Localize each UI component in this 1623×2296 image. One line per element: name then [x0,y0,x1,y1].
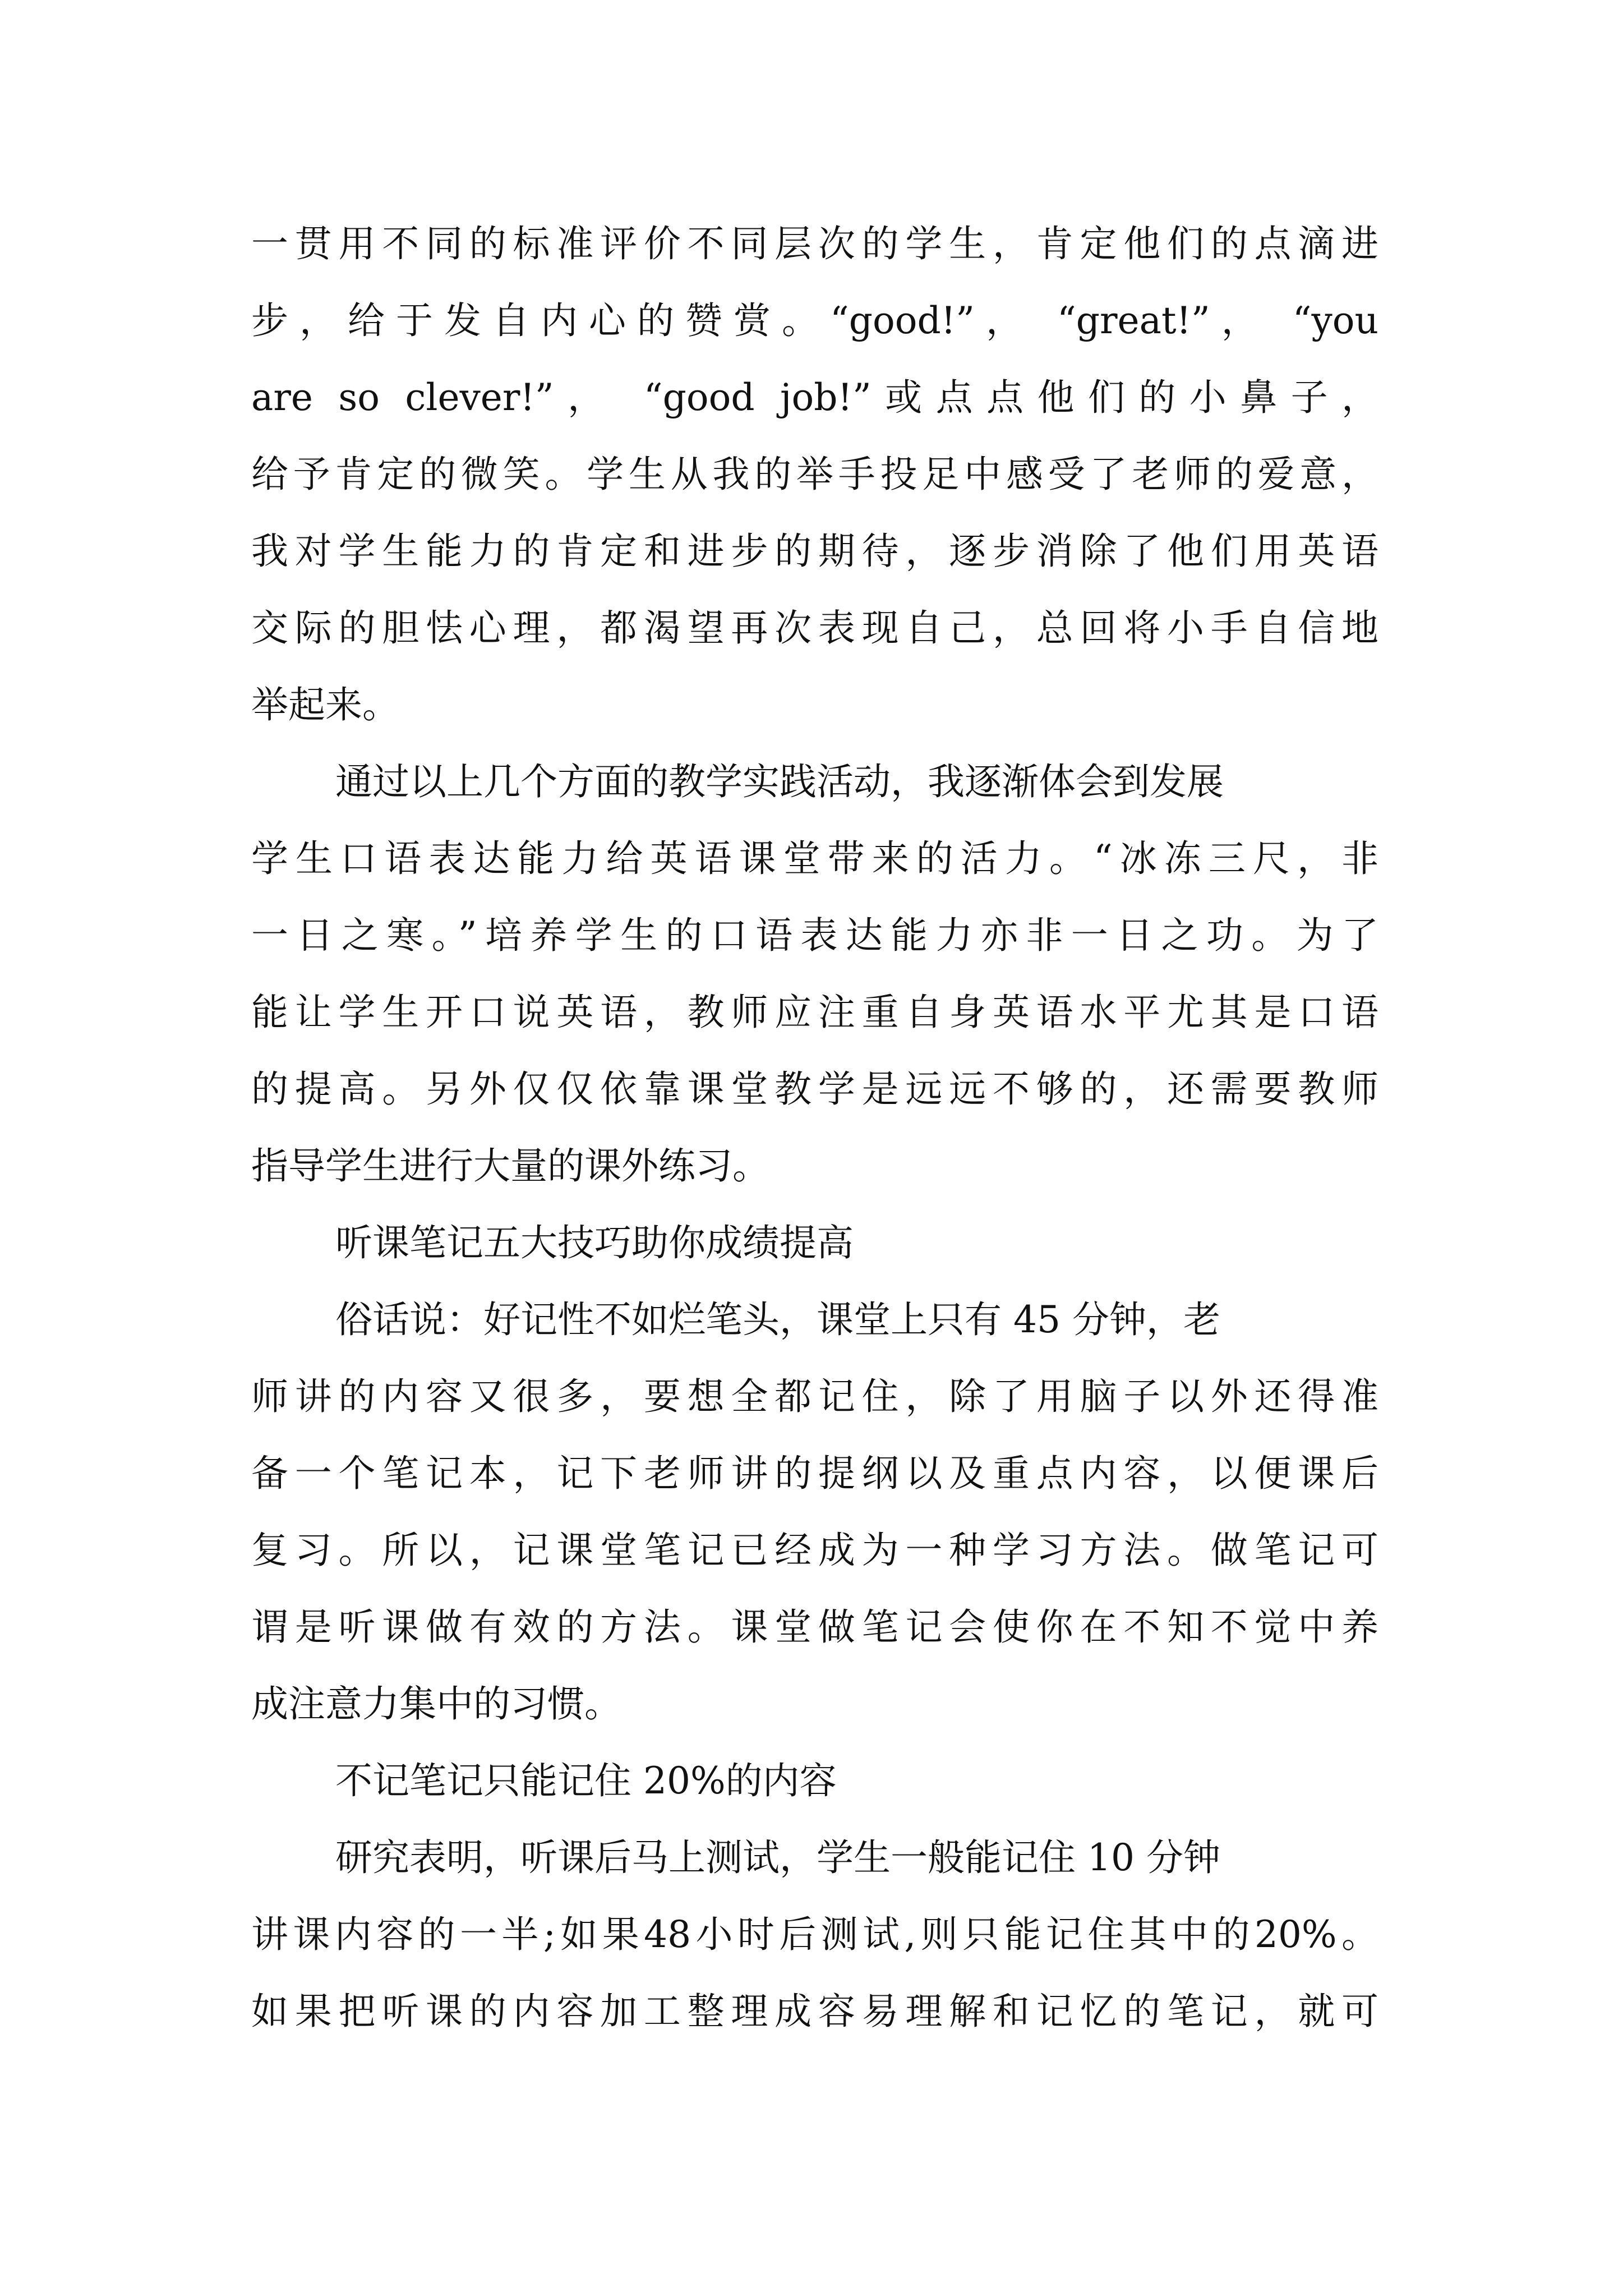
text-line: 举起来。 [251,683,399,726]
paragraph-first-line: 研究表明，听课后马上测试，学生一般能记住 10 分钟 [335,1836,1220,1879]
paragraph-first-line: 俗话说：好记性不如烂笔头，课堂上只有 45 分钟，老 [335,1298,1220,1341]
text-line: 复习。所以，记课堂笔记已经成为一种学习方法。做笔记可 [251,1529,1378,1572]
text-line: 交际的胆怯心理，都渴望再次表现自己，总回将小手自信地 [251,606,1378,650]
text-line: 讲课内容的一半;如果48小时后测试,则只能记住其中的20%。 [251,1913,1378,1956]
text-line: 能让学生开口说英语，教师应注重自身英语水平尤其是口语 [251,991,1378,1034]
text-line: 备一个笔记本，记下老师讲的提纲以及重点内容，以便课后 [251,1452,1378,1495]
text-line: 如果把听课的内容加工整理成容易理解和记忆的笔记，就可 [251,1990,1378,2033]
text-line: 的提高。另外仅仅依靠课堂教学是远远不够的，还需要教师 [251,1068,1378,1111]
text-line: 步，给于发自内心的赞赏。“good!”， “great!”， “you [251,299,1378,342]
text-line: 一贯用不同的标准评价不同层次的学生，肯定他们的点滴进 [251,222,1378,265]
text-line: 一日之寒。”培养学生的口语表达能力亦非一日之功。为了 [251,914,1378,957]
text-line: 指导学生进行大量的课外练习。 [251,1144,769,1188]
text-line: 师讲的内容又很多，要想全都记住，除了用脑子以外还得准 [251,1375,1378,1418]
text-line: 谓是听课做有效的方法。课堂做笔记会使你在不知不觉中养 [251,1605,1378,1649]
paragraph-first-line: 通过以上几个方面的教学实践活动，我逐渐体会到发展 [335,760,1224,803]
text-line: 学生口语表达能力给英语课堂带来的活力。“冰冻三尺，非 [251,837,1378,880]
text-line: are so clever!”， “good job!”或点点他们的小鼻子， [251,376,1378,419]
text-line: 给予肯定的微笑。学生从我的举手投足中感受了老师的爱意， [251,453,1378,496]
section-heading: 不记笔记只能记住 20%的内容 [335,1759,837,1802]
text-line: 成注意力集中的习惯。 [251,1682,621,1726]
text-line: 我对学生能力的肯定和进步的期待，逐步消除了他们用英语 [251,530,1378,573]
section-heading: 听课笔记五大技巧助你成绩提高 [335,1221,854,1264]
